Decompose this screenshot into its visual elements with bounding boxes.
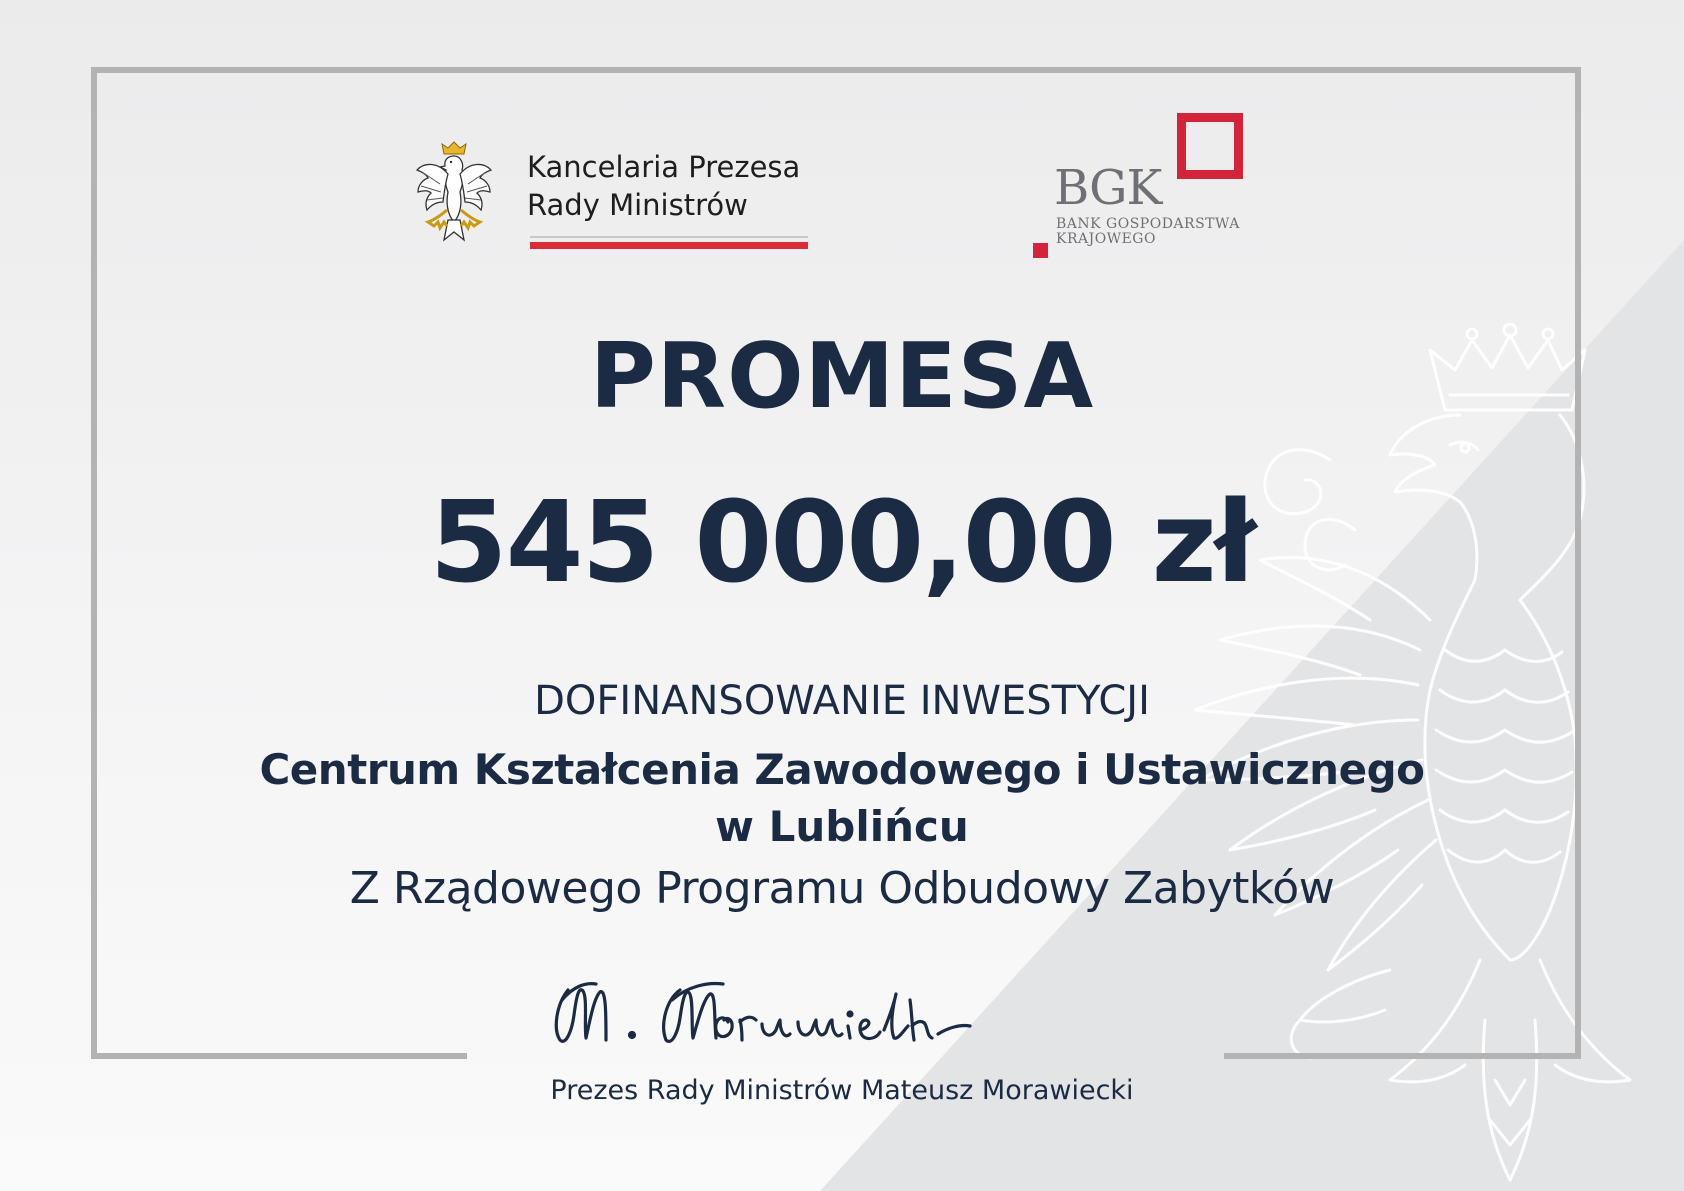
signer-name: Prezes Rady Ministrów Mateusz Morawiecki — [550, 1075, 1134, 1106]
bgk-logo — [1030, 110, 1260, 260]
kprm-grey-rule — [530, 236, 808, 238]
frame-bottom-right-border — [1224, 1053, 1581, 1059]
bgk-line-2: KRAJOWEGO — [1056, 231, 1156, 247]
kprm-red-rule — [530, 242, 808, 249]
bgk-line-1: BANK GOSPODARSTWA — [1056, 216, 1240, 232]
document-title: PROMESA — [589, 324, 1095, 429]
frame-top-border — [91, 67, 1581, 73]
frame-bottom-left-border — [91, 1053, 467, 1059]
bgk-red-dot-icon — [1033, 243, 1048, 258]
handwritten-signature — [548, 970, 1138, 1050]
institution-name-line-1: Centrum Kształcenia Zawodowego i Ustawicznego — [259, 745, 1425, 794]
promise-amount: 545 000,00 zł — [429, 478, 1255, 608]
program-name: Z Rządowego Programu Odbudowy Zabytków — [349, 863, 1335, 914]
bgk-name: BGK — [1054, 160, 1162, 216]
kprm-line-1: Kancelaria Prezesa — [527, 150, 801, 184]
institution-name-line-2: w Lublińcu — [715, 802, 969, 851]
bgk-red-square-icon — [1177, 113, 1243, 179]
kprm-line-2: Rady Ministrów — [527, 188, 748, 222]
bgk-full-name — [1056, 217, 1240, 247]
kprm-name — [527, 148, 800, 224]
kprm-logo — [414, 140, 814, 255]
subtitle: DOFINANSOWANIE INWESTYCJI — [534, 678, 1150, 724]
white-eagle-emblem-icon — [414, 140, 494, 252]
